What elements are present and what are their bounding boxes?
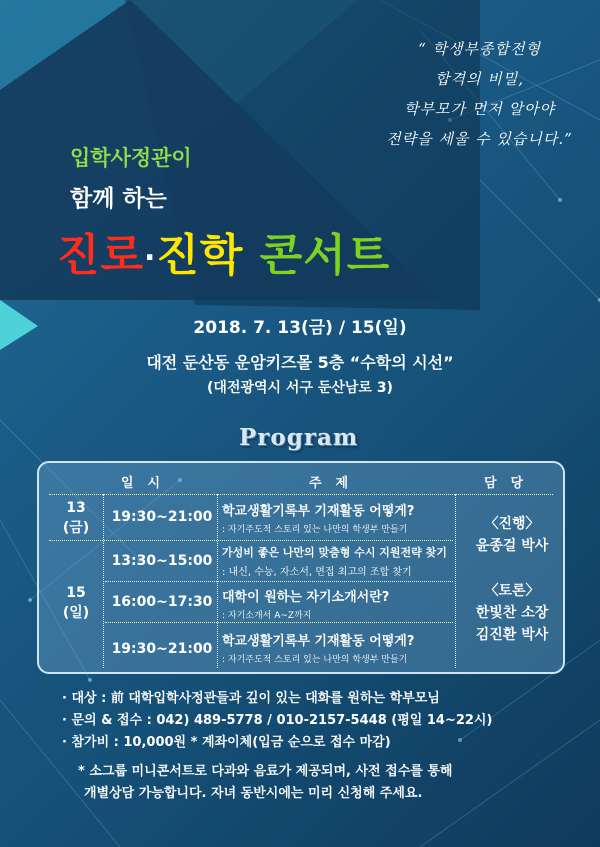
headline-quote: [372, 34, 587, 154]
event-date: 2018. 7. 13(금) / 15(일): [193, 318, 407, 338]
program-table: [37, 461, 565, 674]
host-name: 윤종걸 박사: [475, 538, 549, 554]
topic-detail: : 자기소개서 A~Z까지: [222, 611, 312, 621]
topic-title: 학교생활기록부 기재활동 어떻게?: [222, 504, 415, 519]
notice-line: 개별상담 가능합니다. 자녀 동반시에는 미리 신청해 주세요.: [84, 786, 423, 801]
host-label: 〈진행〉: [484, 516, 540, 532]
title-dot: ·: [144, 240, 157, 276]
event-venue: 대전 둔산동 운암키즈몰 5층 “수학의 시선”: [146, 353, 454, 372]
event-title: [57, 219, 390, 283]
day-of-week: (일): [62, 605, 90, 621]
column-divider: [455, 494, 456, 668]
quote-line: 학부모가 먼저 알아야: [404, 100, 555, 118]
session-time: 19:30~21:00: [111, 641, 213, 657]
subtitle-admissions-officer: 입학사정관이: [70, 146, 192, 170]
session-topic: [222, 586, 389, 621]
row-divider: [49, 494, 553, 495]
discussion-staff: [461, 580, 563, 646]
title-advancement: 진학: [156, 230, 244, 281]
quote-line: “ 학생부종합전형: [418, 40, 541, 58]
discussion-label: 〈토론〉: [484, 583, 540, 599]
detail-fee: · 참가비 : 10,000원 * 계좌이체(입금 순으로 접수 마감): [62, 735, 391, 750]
session-topic: [222, 630, 414, 665]
event-details: [62, 688, 492, 754]
column-header-datetime: 일시: [121, 476, 175, 491]
column-header-topic: 주제: [309, 476, 363, 491]
session-topic: [222, 544, 447, 578]
topic-title: 대학이 원하는 자기소개서란?: [222, 590, 390, 605]
day-number: 15: [66, 585, 86, 601]
day-number: 13: [66, 500, 86, 516]
column-divider: [217, 494, 218, 668]
event-address: (대전광역시 서구 둔산남로 3): [207, 380, 393, 396]
session-time: 19:30~21:00: [111, 509, 213, 525]
detail-target: · 대상 : 前 대학입학사정관들과 깊이 있는 대화를 원하는 학부모님: [62, 691, 440, 706]
day-of-week: (금): [62, 520, 90, 536]
title-concert: 콘서트: [259, 230, 391, 281]
discussion-name: 한빛찬 소장: [475, 605, 549, 621]
column-divider: [103, 494, 104, 668]
column-header-staff: 담당: [484, 476, 538, 491]
detail-contact: · 문의 & 접수 : 042) 489-5778 / 010-2157-5448 (평일 14~22시): [62, 713, 493, 728]
notice-line: * 소그룹 미니콘서트로 다과와 음료가 제공되며, 사전 접수를 통해: [78, 764, 453, 779]
day-cell: [49, 498, 103, 538]
topic-title: 학교생활기록부 기재활동 어떻게?: [222, 634, 415, 649]
program-heading: Program: [239, 424, 359, 451]
topic-title: 가성비 좋은 나만의 맞춤형 수시 지원전략 찾기: [222, 546, 447, 559]
row-divider: [49, 540, 453, 541]
day-cell: [49, 583, 103, 623]
topic-detail: : 자기주도적 스토리 있는 나만의 학생부 만들기: [222, 525, 408, 535]
topic-detail: : 내신, 수능, 자소서, 면접 최고의 조합 찾기: [222, 567, 412, 578]
row-divider: [105, 581, 453, 582]
session-time: 13:30~15:00: [111, 553, 213, 569]
title-career: 진로: [57, 230, 145, 281]
host-staff: [461, 513, 563, 557]
quote-line: 전략을 세울 수 있습니다.”: [386, 130, 573, 148]
quote-line: 합격의 비밀,: [435, 70, 524, 88]
discussion-name: 김진환 박사: [475, 627, 549, 643]
notice: [78, 761, 452, 805]
topic-detail: : 자기주도적 스토리 있는 나만의 학생부 만들기: [222, 655, 408, 665]
session-topic: [222, 500, 414, 535]
session-time: 16:00~17:30: [111, 594, 213, 610]
row-divider: [105, 622, 453, 623]
subtitle-together: 함께 하는: [70, 186, 167, 212]
